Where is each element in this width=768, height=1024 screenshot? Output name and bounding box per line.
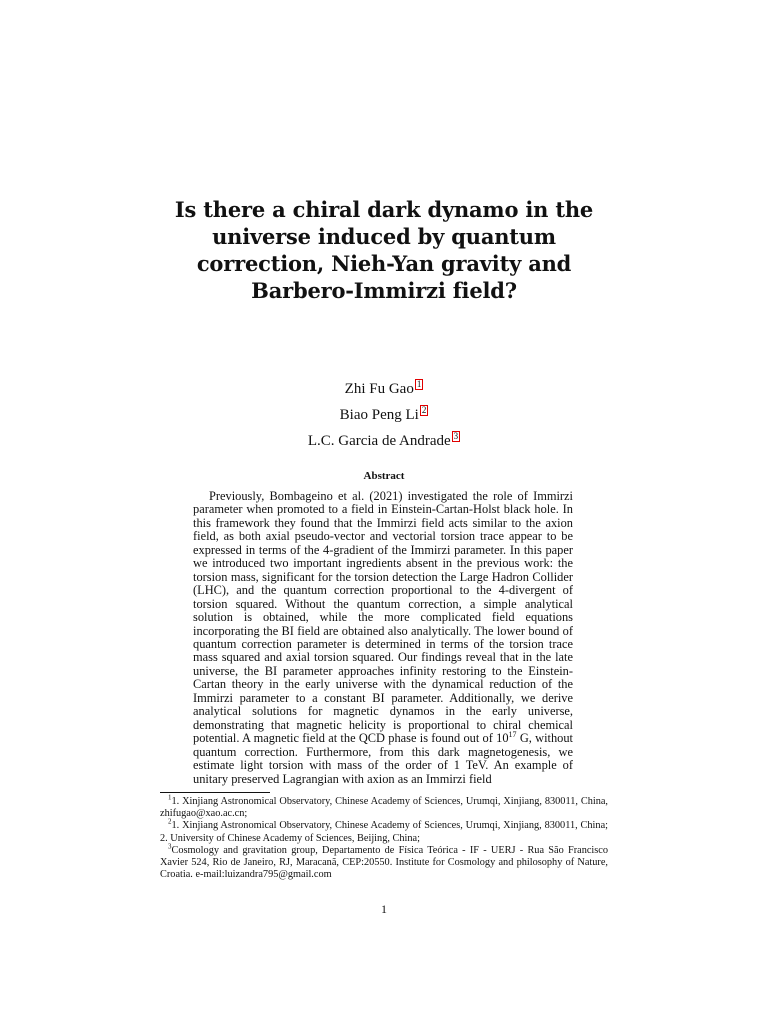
paper-title: Is there a chiral dark dynamo in the universe induced by quantum correction, Nieh-Yan gravity and Barbero-Immirzi field?	[174, 197, 594, 303]
author	[0, 376, 768, 402]
footnote	[160, 842, 608, 882]
abstract-heading: Abstract	[363, 470, 405, 482]
abstract-text-continued: G, without quantum correction. Furthermore, from this dark magnetogenesis, we estimate light torsion with mass of the order of 1 TeV. An example of unitary preserved Lagrangian with axion as an Immirzi field	[193, 731, 573, 786]
footnote-mark: 2	[168, 817, 172, 826]
author	[0, 402, 768, 428]
footnote-mark: 1	[168, 793, 172, 802]
author-list	[0, 376, 768, 454]
footnote-link[interactable]: 1	[416, 379, 422, 389]
page-number: 1	[381, 902, 387, 916]
abstract-body	[193, 490, 573, 786]
author-name: Biao Peng Li	[339, 407, 419, 423]
author-name: Zhi Fu Gao	[344, 381, 414, 397]
footnote-link[interactable]: 3	[453, 431, 459, 441]
footnote	[160, 793, 608, 820]
footnote-mark: 3	[168, 842, 172, 851]
footnote-link[interactable]: 2	[421, 405, 427, 415]
footnote-text: 1. Xinjiang Astronomical Observatory, Chinese Academy of Sciences, Urumqi, Xinjiang, 830011, China; 2. University of Chinese Academy of Sciences, Beijing, China;	[160, 820, 608, 844]
footnote	[160, 817, 608, 844]
footnote-text: Cosmology and gravitation group, Departamento de Física Teórica - IF - UERJ - Rua São Francisco Xavier 524, Rio de Janeiro, RJ, Maracanã, CEP:20550. Institute for Cosmology and philosophy of Nature, Croatia. e-mail:luizandra795@gmail.com	[160, 844, 608, 881]
abstract-text: Previously, Bombageino et al. (2021) investigated the role of Immirzi parameter when promoted to a field in Einstein-Cartan-Holst black hole. In this framework they found that the Immirzi field acts similar to the axion field, as both axial pseudo-vector and vectorial torsion trace appear to be expressed in terms of the 4-gradient of the Immirzi parameter. In this paper we introduced two important ingredients absent in the previous work: the torsion mass, significant for the torsion detection the Large Hadron Collider (LHC), and the quantum correction proportional to the 4-divergent of torsion squared. Without the quantum correction, a simple analytical solution is obtained, while the more complicated field equations incorporating the BI field are obtained also analytically. The lower bound of quantum correction parameter is determined in terms of the torsion trace mass squared and axial torsion squared. Our findings reveal that in the late universe, the BI parameter approaches infinity restoring to the Einstein-Cartan theory in the early universe with the dynamical reduction of the Immirzi parameter to a constant BI parameter. Additionally, we derive analytical solutions for magnetic dynamos in the early universe, demonstrating that magnetic helicity is proportional to chiral chemical potential. A magnetic field at the QCD phase is found out of 10	[193, 489, 573, 746]
footnote-text: 1. Xinjiang Astronomical Observatory, Chinese Academy of Sciences, Urumqi, Xinjiang, 830011, China, zhifugao@xao.ac.cn;	[160, 796, 608, 820]
author-name: L.C. Garcia de Andrade	[307, 433, 451, 449]
footnote-divider	[160, 792, 270, 793]
author	[0, 428, 768, 454]
abstract-exponent: 17	[508, 730, 517, 740]
footnotes	[160, 793, 608, 881]
